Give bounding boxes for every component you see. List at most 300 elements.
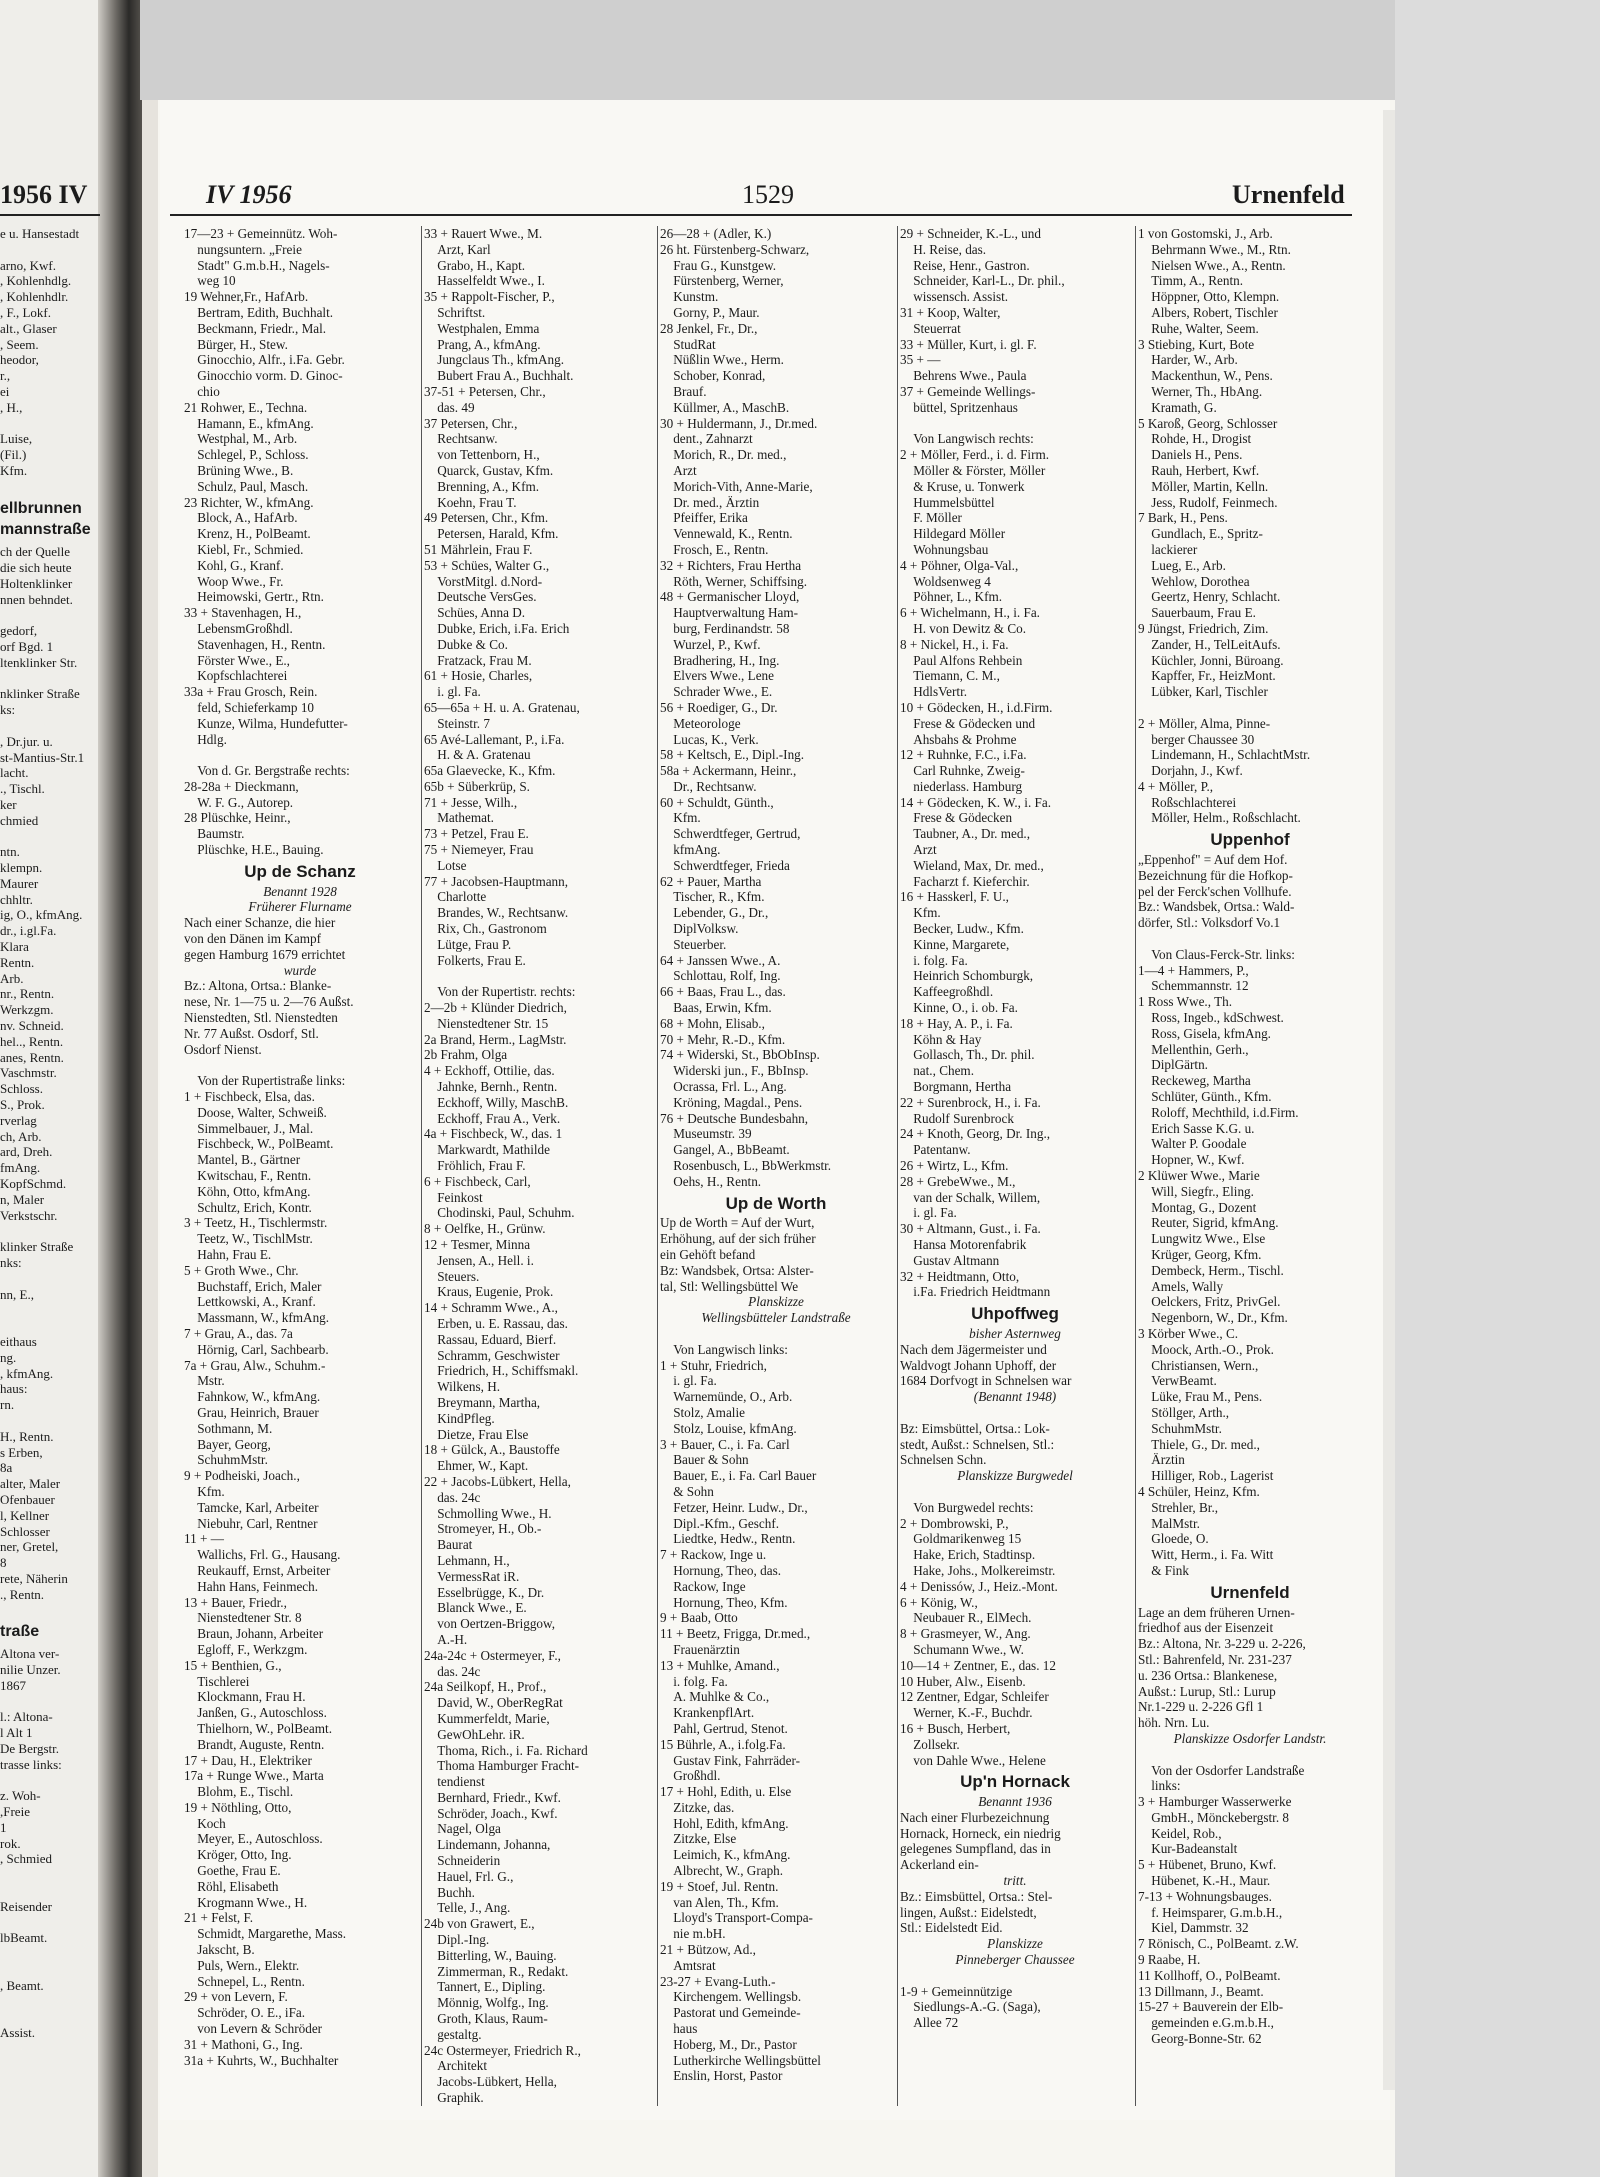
directory-entry: Wieland, Max, Dr. med., (900, 857, 1044, 873)
directory-entry: Schemmannstr. 12 (1138, 978, 1249, 994)
directory-entry: feld, Schieferkamp 10 (184, 699, 315, 715)
directory-entry: 15 Bührle, A., i.folg.Fa. (660, 1736, 786, 1752)
directory-entry (0, 1318, 96, 1334)
directory-entry: 13 + Bauer, Friedr., (184, 1594, 287, 1610)
directory-entry: dent., Zahnarzt (660, 431, 753, 447)
directory-entry: Groth, Klaus, Raum- (424, 2011, 548, 2027)
directory-entry: David, W., OberRegRat (424, 1695, 563, 1711)
page-gutter (142, 0, 158, 2177)
directory-entry: Museumstr. 39 (660, 1126, 752, 1142)
directory-entry: Maurer (0, 875, 39, 891)
directory-entry: 5 + Hübenet, Bruno, Kwf. (1138, 1857, 1277, 1873)
directory-entry: 49 Petersen, Chr., Kfm. (424, 510, 549, 526)
directory-entry: ., Rentn. (0, 1586, 45, 1602)
directory-entry: Stadt" G.m.b.H., Nagels- (184, 257, 330, 273)
directory-entry (0, 479, 96, 495)
directory-entry: 31 + Mathoni, G., Ing. (184, 2036, 303, 2052)
directory-entry: Hohl, Edith, kfmAng. (660, 1815, 789, 1831)
street-note: Planskizze Burgwedel (957, 1468, 1073, 1484)
directory-entry: Keidel, Rob., (1138, 1825, 1222, 1841)
directory-entry: ntn. (0, 844, 20, 860)
directory-entry: Doose, Walter, Schweiß. (184, 1104, 327, 1120)
directory-entry: 6 + Fischbeck, Carl, (424, 1173, 531, 1189)
directory-entry: 2b Frahm, Olga (424, 1047, 508, 1063)
directory-entry (900, 1405, 1130, 1421)
directory-entry: Architekt (424, 2058, 487, 2074)
directory-entry: S., Prok. (0, 1097, 45, 1113)
directory-entry: Großhdl. (660, 1768, 721, 1784)
directory-entry: Kapffer, Fr., HeizMont. (1138, 668, 1276, 684)
directory-entry: Von der Rupertistraße links: (184, 1073, 346, 1089)
directory-entry: Fürstenberg, Werner, (660, 273, 784, 289)
directory-entry: links: (1138, 1778, 1181, 1794)
directory-entry: Baas, Erwin, Kfm. (660, 1000, 772, 1016)
directory-entry: Stavenhagen, H., Rentn. (184, 636, 326, 652)
directory-entry: Siedlungs-A.-G. (Saga), (900, 1999, 1041, 2015)
street-heading: Uhpoffweg (971, 1304, 1059, 1324)
directory-entry: 15-27 + Bauverein der Elb- (1138, 1999, 1284, 2015)
directory-entry: Teetz, W., TischlMstr. (184, 1231, 313, 1247)
directory-entry: Nielsen Wwe., A., Rentn. (1138, 257, 1286, 273)
directory-entry: Nr. 77 Außst. Osdorf, Stl. (184, 1025, 319, 1041)
directory-entry: Frau G., Kunstgew. (660, 257, 776, 273)
directory-entry: Leimich, K., kfmAng. (660, 1847, 791, 1863)
directory-entry: 26—28 + (Adler, K.) (660, 226, 772, 241)
directory-entry: 9 Jüngst, Friedrich, Zim. (1138, 620, 1269, 636)
directory-entry: Simmelbauer, J., Mal. (184, 1120, 314, 1136)
directory-entry: Kwitschau, F., Rentn. (184, 1168, 312, 1184)
header-rule (170, 214, 1352, 216)
directory-entry: Kirchengem. Wellingsb. (660, 1989, 802, 2005)
directory-entry (0, 1994, 96, 2010)
directory-entry: Buchstaff, Erich, Maler (184, 1278, 322, 1294)
directory-entry: Kröger, Otto, Ing. (184, 1847, 292, 1863)
directory-entry: 32 + Richters, Frau Hertha (660, 557, 802, 573)
directory-entry: 64 + Janssen Wwe., A. (660, 952, 781, 968)
directory-entry: Fetzer, Heinr. Ludw., Dr., (660, 1499, 808, 1515)
directory-entry: chmied (0, 812, 39, 828)
directory-entry: Außst.: Lurup, Stl.: Lurup (1138, 1683, 1276, 1699)
directory-entry: 21 + Bützow, Ad., (660, 1942, 756, 1958)
directory-entry: , F., Lokf. (0, 304, 51, 320)
directory-entry: Von d. Gr. Bergstraße rechts: (184, 763, 350, 779)
directory-entry: Moock, Arth.-O., Prok. (1138, 1341, 1274, 1357)
directory-entry: rn. (0, 1397, 15, 1413)
directory-entry: 1 von Gostomski, J., Arb. (1138, 226, 1273, 241)
directory-entry: Bürger, H., Stew. (184, 336, 288, 352)
directory-entry: 70 + Mehr, R.-D., Kfm. (660, 1031, 786, 1047)
directory-entry: alt., Glaser (0, 320, 57, 336)
directory-entry (0, 1302, 96, 1318)
directory-entry: Fahnkow, W., kfmAng. (184, 1389, 321, 1405)
directory-entry: Mönnig, Wolfg., Ing. (424, 1995, 549, 2011)
directory-entry: Dipl.-Kfm., Geschf. (660, 1515, 780, 1531)
directory-entry: 5 Karoß, Georg, Schlosser (1138, 415, 1278, 431)
directory-entry: H. Reise, das. (900, 241, 987, 257)
page-number: 1529 (742, 180, 794, 209)
directory-entry: 56 + Roediger, G., Dr. (660, 699, 778, 715)
directory-entry: KopfSchmd. (0, 1176, 67, 1192)
directory-entry: das. 24c (424, 1663, 481, 1679)
directory-entry: Köhn & Hay (900, 1031, 982, 1047)
directory-entry: 68 + Mohn, Elisab., (660, 1015, 765, 1031)
street-note: Planskizze (748, 1294, 804, 1310)
directory-entry: Hdlg. (184, 731, 227, 747)
directory-entry: 21 + Felst, F. (184, 1910, 254, 1926)
directory-entry: gegen Hamburg 1679 errichtet (184, 946, 346, 962)
directory-entry: 58a + Ackermann, Heinr., (660, 763, 797, 779)
directory-entry: lbBeamt. (0, 1930, 48, 1946)
directory-entry (0, 1962, 96, 1978)
left-header-rule (0, 214, 100, 216)
directory-entry: i.Fa. Friedrich Heidtmann (900, 1284, 1051, 1300)
directory-entry: Grau, Heinrich, Brauer (184, 1404, 319, 1420)
directory-entry: heodor, (0, 352, 39, 368)
directory-entry: Küllmer, A., MaschB. (660, 399, 790, 415)
directory-entry: Prang, A., kfmAng. (424, 336, 541, 352)
directory-entry: 29 + Schneider, K.-L., und (900, 226, 1041, 241)
directory-entry: Hamann, E., kfmAng. (184, 415, 314, 431)
directory-entry: Telle, J., Ang. (424, 1900, 511, 1916)
column-3 (660, 226, 892, 2106)
directory-entry: 8 (0, 1555, 7, 1571)
directory-entry: Goldmarikenweg 15 (900, 1531, 1022, 1547)
directory-entry: KindPfleg. (424, 1410, 495, 1426)
directory-entry: 2a Brand, Herm., LagMstr. (424, 1031, 567, 1047)
directory-entry: Lloyd's Transport-Compa- (660, 1910, 813, 1926)
directory-entry: Wurzel, P., Kwf. (660, 636, 761, 652)
directory-entry: Enslin, Horst, Pastor (660, 2068, 783, 2084)
directory-entry: Breymann, Martha, (424, 1394, 541, 1410)
directory-entry: Rassau, Eduard, Bierf. (424, 1331, 557, 1347)
directory-entry: ig, O., kfmAng. (0, 907, 83, 923)
directory-entry: Dietze, Frau Else (424, 1426, 529, 1442)
directory-entry (0, 1603, 96, 1619)
directory-entry: 53 + Schües, Walter G., (424, 557, 550, 573)
directory-entry: Rix, Ch., Gastronom (424, 921, 547, 937)
directory-entry: H. von Dewitz & Co. (900, 620, 1027, 636)
directory-entry: , kfmAng. (0, 1365, 54, 1381)
directory-entry: 48 + Germanischer Lloyd, (660, 589, 800, 605)
directory-entry: Nach einer Flurbezeichnung (900, 1809, 1050, 1825)
directory-entry: Jakscht, B. (184, 1942, 255, 1958)
directory-entry: l, Kellner (0, 1507, 50, 1523)
directory-entry: Amtsrat (660, 1957, 716, 1973)
directory-entry: 6 + König, W., (900, 1594, 978, 1610)
directory-entry: DiplVolksw. (660, 921, 739, 937)
directory-entry: Allee 72 (900, 2015, 959, 2031)
directory-entry: 28 Jenkel, Fr., Dr., (660, 320, 758, 336)
directory-entry: 23 Richter, W., kfmAng. (184, 494, 314, 510)
directory-entry: Von Langwisch rechts: (900, 431, 1034, 447)
directory-entry: 30 + Huldermann, J., Dr.med. (660, 415, 818, 431)
directory-entry (660, 1326, 892, 1342)
directory-entry: Wohnungsbau (900, 541, 989, 557)
directory-entry: 77 + Jacobsen-Hauptmann, (424, 873, 569, 889)
directory-entry: , Kohlenhdlr. (0, 289, 69, 305)
directory-entry: Gangel, A., BbBeamt. (660, 1142, 790, 1158)
directory-entry: 58 + Keltsch, E., Dipl.-Ing. (660, 747, 805, 763)
directory-entry: Hauptverwaltung Ham- (660, 605, 799, 621)
directory-entry: Schmolling Wwe., H. (424, 1505, 552, 1521)
directory-entry: nat., Chem. (900, 1063, 974, 1079)
directory-entry: Nienstedten, Stl. Nienstedten (184, 1010, 338, 1026)
directory-entry: 1867 (0, 1677, 26, 1693)
directory-entry: Rechtsanw. (424, 431, 498, 447)
directory-entry: A. Muhlke & Co., (660, 1689, 770, 1705)
directory-entry: 35 + Rappolt-Fischer, P., (424, 289, 555, 305)
directory-entry: haus (660, 2021, 698, 2037)
directory-entry: Neubauer R., ElMech. (900, 1610, 1032, 1626)
directory-entry: Rauh, Herbert, Kwf. (1138, 462, 1260, 478)
street-heading: mannstraße (0, 521, 91, 539)
directory-entry: Egloff, F., Werkzgm. (184, 1641, 308, 1657)
directory-entry: Dubke, Erich, i.Fa. Erich (424, 620, 570, 636)
directory-entry: lackierer (1138, 541, 1198, 557)
directory-entry: Verkstschr. (0, 1207, 58, 1223)
directory-entry: Rudolf Surenbrock (900, 1110, 1014, 1126)
directory-entry: Jahnke, Bernh., Rentn. (424, 1079, 558, 1095)
directory-entry: 3 + Hamburger Wasserwerke (1138, 1794, 1292, 1810)
directory-entry: Zollsekr. (900, 1736, 960, 1752)
directory-entry: 2 + Möller, Alma, Pinne- (1138, 715, 1271, 731)
directory-entry: Möller, Helm., Roßschlacht. (1138, 810, 1301, 826)
directory-entry: Harder, W., Arb. (1138, 352, 1238, 368)
directory-entry: Hake, Johs., Molkereimstr. (900, 1562, 1056, 1578)
directory-entry: 1—4 + Hammers, P., (1138, 962, 1249, 978)
directory-entry: W. F. G., Autorep. (184, 794, 294, 810)
directory-entry: Zitzke, das. (660, 1799, 735, 1815)
directory-entry: von den Dänen im Kampf (184, 931, 321, 947)
directory-entry: Ross, Gisela, kfmAng. (1138, 1025, 1271, 1041)
directory-entry: Meyer, E., Autoschloss. (184, 1831, 323, 1847)
directory-entry: berger Chaussee 30 (1138, 731, 1255, 747)
directory-entry: i. gl. Fa. (900, 1205, 957, 1221)
street-note: tritt. (1003, 1873, 1027, 1889)
directory-entry: Werner, Th., HbAng. (1138, 383, 1263, 399)
directory-entry: 3 Stiebing, Kurt, Bote (1138, 336, 1255, 352)
directory-entry: Hornack, Horneck, ein niedrig (900, 1825, 1061, 1841)
directory-entry: Block, A., HafArb. (184, 510, 298, 526)
directory-entry: Hörnig, Carl, Sachbearb. (184, 1341, 329, 1357)
directory-entry: 17 + Dau, H., Elektriker (184, 1752, 312, 1768)
directory-entry: Röth, Werner, Schiffsing. (660, 573, 807, 589)
directory-entry: Vennewald, K., Rentn. (660, 526, 793, 542)
directory-entry: Förster Wwe., E., (184, 652, 290, 668)
directory-entry: Höppner, Otto, Klempn. (1138, 289, 1280, 305)
directory-entry: 71 + Jesse, Wilh., (424, 794, 518, 810)
directory-entry: van der Schalk, Willem, (900, 1189, 1041, 1205)
directory-entry: Bayer, Georg, (184, 1436, 271, 1452)
directory-entry: Oehs, H., Rentn. (660, 1173, 762, 1189)
directory-entry: Schmidt, Margarethe, Mass. (184, 1926, 347, 1942)
directory-entry: 31 + Koop, Walter, (900, 304, 1001, 320)
directory-entry: die sich heute (0, 559, 72, 575)
directory-entry: Arb. (0, 970, 24, 986)
directory-entry: das. 24c (424, 1489, 481, 1505)
directory-entry: 33 + Stavenhagen, H., (184, 605, 302, 621)
directory-entry: z. Woh- (0, 1788, 41, 1804)
directory-entry: GmbH., Mönckebergstr. 8 (1138, 1809, 1290, 1825)
directory-entry: A.-H. (424, 1631, 468, 1647)
directory-entry: 10 Huber, Alw., Eisenb. (900, 1673, 1026, 1689)
column-divider (1135, 226, 1136, 2106)
directory-entry: Ahsbahs & Prohme (900, 731, 1017, 747)
directory-entry: Hopner, W., Kwf. (1138, 1152, 1245, 1168)
directory-entry: ch, Arb. (0, 1128, 42, 1144)
directory-entry: Zimmerman, R., Redakt. (424, 1963, 569, 1979)
directory-entry: 2 + Möller, Ferd., i. d. Firm. (900, 447, 1050, 463)
column-2 (424, 226, 652, 2106)
directory-entry: 3 + Teetz, H., Tischlermstr. (184, 1215, 328, 1231)
directory-entry: Dorjahn, J., Kwf. (1138, 763, 1243, 779)
directory-entry (0, 1413, 96, 1429)
directory-entry: Kinne, O., i. ob. Fa. (900, 1000, 1018, 1016)
directory-entry: rok. (0, 1835, 21, 1851)
directory-entry: 73 + Petzel, Frau E. (424, 826, 529, 842)
directory-entry: Schlottau, Rolf, Ing. (660, 968, 781, 984)
directory-entry (0, 1867, 96, 1883)
directory-entry: 28 Plüschke, Heinr., (184, 810, 291, 826)
directory-entry: Kfm. (0, 462, 28, 478)
directory-entry: nv. Schneid. (0, 1018, 64, 1034)
directory-entry: Thoma, Rich., i. Fa. Richard (424, 1742, 588, 1758)
directory-entry: 4a + Fischbeck, W., das. 1 (424, 1126, 563, 1142)
directory-entry: Brandes, W., Rechtsanw. (424, 905, 569, 921)
directory-entry: HdlsVertr. (900, 684, 968, 700)
directory-entry: 18 + Gülck, A., Baustoffe (424, 1442, 560, 1458)
directory-entry: Bz: Eimsbüttel, Ortsa.: Lok- (900, 1420, 1050, 1436)
directory-entry: Kfm. (660, 810, 701, 826)
directory-entry: Gundlach, E., Spritz- (1138, 526, 1263, 542)
directory-entry: 8 + Nickel, H., i. Fa. (900, 636, 1009, 652)
directory-entry: stedt, Außst.: Schnelsen, Stl.: (900, 1436, 1055, 1452)
directory-entry: 2 + Dombrowski, P., (900, 1515, 1009, 1531)
directory-entry: Schnelsen Schn. (900, 1452, 987, 1468)
directory-entry: f. Heimsparer, G.m.b.H., (1138, 1904, 1283, 1920)
directory-entry: büttel, Spritzenhaus (900, 399, 1018, 415)
directory-entry: Geertz, Henry, Schlacht. (1138, 589, 1281, 605)
directory-entry: VerwBeamt. (1138, 1373, 1217, 1389)
directory-entry: 19 Wehner,Fr., HafArb. (184, 289, 309, 305)
column-divider (657, 226, 658, 2106)
directory-entry: Pfeiffer, Erika (660, 510, 748, 526)
directory-entry: chhltr. (0, 891, 33, 907)
directory-entry: Witt, Herm., i. Fa. Witt (1138, 1547, 1274, 1563)
directory-entry: Lettkowski, A., Kranf. (184, 1294, 316, 1310)
directory-entry: MalMstr. (1138, 1515, 1200, 1531)
directory-entry (1138, 931, 1362, 947)
directory-entry (0, 242, 96, 258)
column-5 (1138, 226, 1362, 2106)
directory-entry: Steuers. (424, 1268, 480, 1284)
directory-entry: st-Mantius-Str.1 (0, 749, 85, 765)
directory-entry: i. folg. Fa. (900, 952, 968, 968)
directory-entry: Kopfschlachterei (184, 668, 288, 684)
page-year-header: IV 1956 (206, 180, 292, 209)
directory-entry: Kaffeegroßhdl. (900, 984, 994, 1000)
directory-entry: 37-51 + Petersen, Chr., (424, 383, 546, 399)
directory-entry: 19 + Stoef, Jul. Rentn. (660, 1878, 779, 1894)
directory-entry: i. folg. Fa. (660, 1673, 728, 1689)
directory-entry: Mellenthin, Gerh., (1138, 1041, 1249, 1057)
directory-entry: Kur-Badeanstalt (1138, 1841, 1238, 1857)
directory-entry: Charlotte (424, 889, 487, 905)
directory-entry: Tiemann, C. M., (900, 668, 1000, 684)
directory-entry: 12 + Ruhnke, F.C., i.Fa. (900, 747, 1027, 763)
street-heading: Up'n Hornack (960, 1772, 1070, 1792)
directory-entry: 37 + Gemeinde Wellings- (900, 383, 1036, 399)
directory-entry: Lage an dem früheren Urnen- (1138, 1604, 1295, 1620)
directory-entry: Steuerrat (900, 320, 961, 336)
directory-entry (0, 1694, 96, 1710)
directory-entry: 10 + Gödecken, H., i.d.Firm. (900, 699, 1053, 715)
directory-entry: Bz: Wandsbek, Ortsa: Alster- (660, 1262, 814, 1278)
directory-entry: Schües, Anna D. (424, 605, 526, 621)
directory-entry: 17a + Runge Wwe., Marta (184, 1768, 324, 1784)
directory-entry: Montag, G., Dozent (1138, 1199, 1257, 1215)
directory-entry: F. Möller (900, 510, 962, 526)
directory-entry: , Seem. (0, 336, 39, 352)
directory-entry: 61 + Hosie, Charles, (424, 668, 533, 684)
directory-entry: 21 Rohwer, E., Techna. (184, 399, 308, 415)
directory-entry: Friedrich, H., Schiffsmakl. (424, 1363, 579, 1379)
directory-entry: Schumann Wwe., W. (900, 1641, 1024, 1657)
directory-entry: Woop Wwe., Fr. (184, 573, 284, 589)
directory-entry: Rentn. (0, 954, 35, 970)
street-note: Benannt 1928 (263, 883, 337, 899)
directory-entry: Koehn, Frau T. (424, 494, 517, 510)
directory-entry: weg 10 (184, 273, 236, 289)
directory-entry: Elvers Wwe., Lene (660, 668, 775, 684)
directory-entry: 65b + Süberkrüp, S. (424, 778, 530, 794)
directory-entry: n, Maler (0, 1191, 45, 1207)
directory-entry: Up de Worth = Auf der Wurt, (660, 1215, 815, 1231)
directory-entry: Bezeichnung für die Hofkop- (1138, 867, 1293, 883)
directory-entry: 8 + Grasmeyer, W., Ang. (900, 1626, 1031, 1642)
street-heading: Uppenhof (1210, 830, 1290, 850)
directory-entry: Bz.: Altona, Nr. 3-229 u. 2-226, (1138, 1636, 1306, 1652)
directory-entry: Von der Rupertistr. rechts: (424, 984, 576, 1000)
directory-entry: 7 + Rackow, Inge u. (660, 1547, 767, 1563)
directory-entry: gemeinden e.G.m.b.H., (1138, 2015, 1274, 2031)
directory-entry: Schröder, O. E., iFa. (184, 2005, 306, 2021)
directory-entry: Warnemünde, O., Arb. (660, 1389, 793, 1405)
directory-entry: Baumstr. (184, 826, 245, 842)
directory-entry: Schultz, Erich, Kontr. (184, 1199, 312, 1215)
directory-entry: Stolz, Louise, kfmAng. (660, 1420, 797, 1436)
directory-entry: 11 + Beetz, Frigga, Dr.med., (660, 1626, 811, 1642)
directory-entry: Bitterling, W., Bauing. (424, 1947, 557, 1963)
directory-entry: Tannert, E., Dipling. (424, 1979, 546, 1995)
directory-entry: 7 Rönisch, C., PolBeamt. z.W. (1138, 1936, 1299, 1952)
directory-entry: Brüning Wwe., B. (184, 462, 294, 478)
directory-entry: Hornung, Theo, Kfm. (660, 1594, 788, 1610)
directory-entry: 31a + Kuhrts, W., Buchhalter (184, 2052, 339, 2068)
directory-entry: 24 + Knoth, Georg, Dr. Ing., (900, 1126, 1051, 1142)
directory-entry: ,Freie (0, 1804, 30, 1820)
directory-entry: 11 Kollhoff, O., PolBeamt. (1138, 1967, 1281, 1983)
directory-entry: i. gl. Fa. (424, 684, 481, 700)
directory-entry: eithaus (0, 1333, 37, 1349)
directory-entry: Frese & Gödecken und (900, 715, 1036, 731)
directory-entry: 7-13 + Wohnungsbauges. (1138, 1888, 1272, 1904)
directory-entry: Hahn Hans, Feinmech. (184, 1578, 319, 1594)
directory-entry: Hilliger, Rob., Lagerist (1138, 1468, 1274, 1484)
directory-entry: Schlosser (0, 1523, 50, 1539)
directory-entry: 17 + Hohl, Edith, u. Else (660, 1784, 792, 1800)
directory-entry: Tischer, R., Kfm. (660, 889, 765, 905)
